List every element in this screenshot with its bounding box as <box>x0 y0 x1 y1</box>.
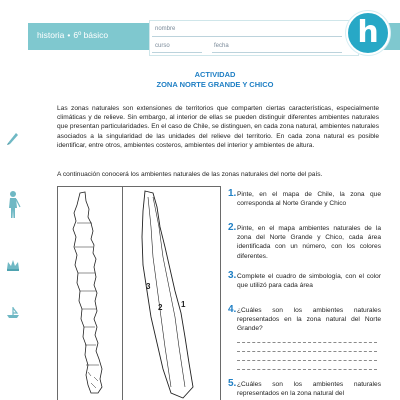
north-zone-map <box>123 187 220 400</box>
answer-line[interactable] <box>237 351 377 352</box>
question-text: Complete el cuadro de simbología, con el color que utilizó para cada área <box>237 273 381 290</box>
course-field[interactable] <box>152 52 202 53</box>
grade-label: 6º básico <box>73 30 109 40</box>
question-text: ¿Cuáles son los ambientes naturales representados en la zona natural del <box>237 381 381 398</box>
subject-separator: • <box>67 30 71 40</box>
subject-label <box>37 28 108 43</box>
activity-label: ACTIVIDAD <box>194 70 236 79</box>
answer-line[interactable] <box>237 360 377 361</box>
question-number: 1. <box>228 188 237 199</box>
question-number: 4. <box>228 304 237 315</box>
date-field[interactable] <box>212 52 342 53</box>
map-area-label: 2 <box>158 303 163 312</box>
course-field-label: curso <box>155 43 170 49</box>
logo-letter: h <box>357 15 379 50</box>
question-item <box>228 378 381 398</box>
chile-map <box>58 187 121 400</box>
question-number: 2. <box>228 222 237 233</box>
logo <box>346 11 390 55</box>
question-item <box>228 222 381 261</box>
activity-title: ZONA NORTE GRANDE Y CHICO <box>156 80 274 89</box>
question-item <box>228 188 381 208</box>
pen-icon <box>5 130 21 146</box>
boat-icon <box>5 305 21 321</box>
question-text: ¿Cuáles son los ambientes naturales representados en la zona natural del Norte Grande? <box>237 307 381 333</box>
date-field-label: fecha <box>214 43 229 49</box>
student-info-box <box>149 20 359 56</box>
question-item <box>228 270 381 290</box>
map-area-label: 1 <box>181 300 186 309</box>
name-field[interactable] <box>152 36 342 37</box>
question-text: Pinte, en el mapa de Chile, la zona que corresponda al Norte Grande y Chico <box>237 191 381 208</box>
question-item <box>228 304 381 334</box>
question-number: 3. <box>228 270 237 281</box>
answer-line[interactable] <box>237 342 377 343</box>
figure-icon <box>5 190 21 220</box>
map-area-label: 3 <box>146 282 151 291</box>
intro-paragraph: Las zonas naturales son extensiones de territorios que comparten ciertas características, especialmente climáticas y de relieve. Sin embargo, al interior de ellas se pueden distinguir diferentes ambientes naturales que presentan particularidades. En el caso de Chile, se distinguen, en cada zona natural, ambientes naturales asociados a la singularidad de las unidades del relieve del territorio. En cada zona natural es posible identificar, entre otros, ambientes costeros, ambientes del interior y ambientes de altura. <box>57 105 379 149</box>
subject-name: historia <box>37 30 65 40</box>
question-number: 5. <box>228 378 237 389</box>
intro-sentence: A continuación conocerá los ambientes naturales de las zonas naturales del norte del país. <box>57 171 323 178</box>
crown-icon <box>5 257 21 273</box>
answer-line[interactable] <box>237 369 377 370</box>
name-field-label: nombre <box>155 26 176 32</box>
question-text: Pinte, en el mapa ambientes naturales de la zona del Norte Grande y Chico, cada área identificada con un número, con los colores diferentes. <box>237 225 381 260</box>
